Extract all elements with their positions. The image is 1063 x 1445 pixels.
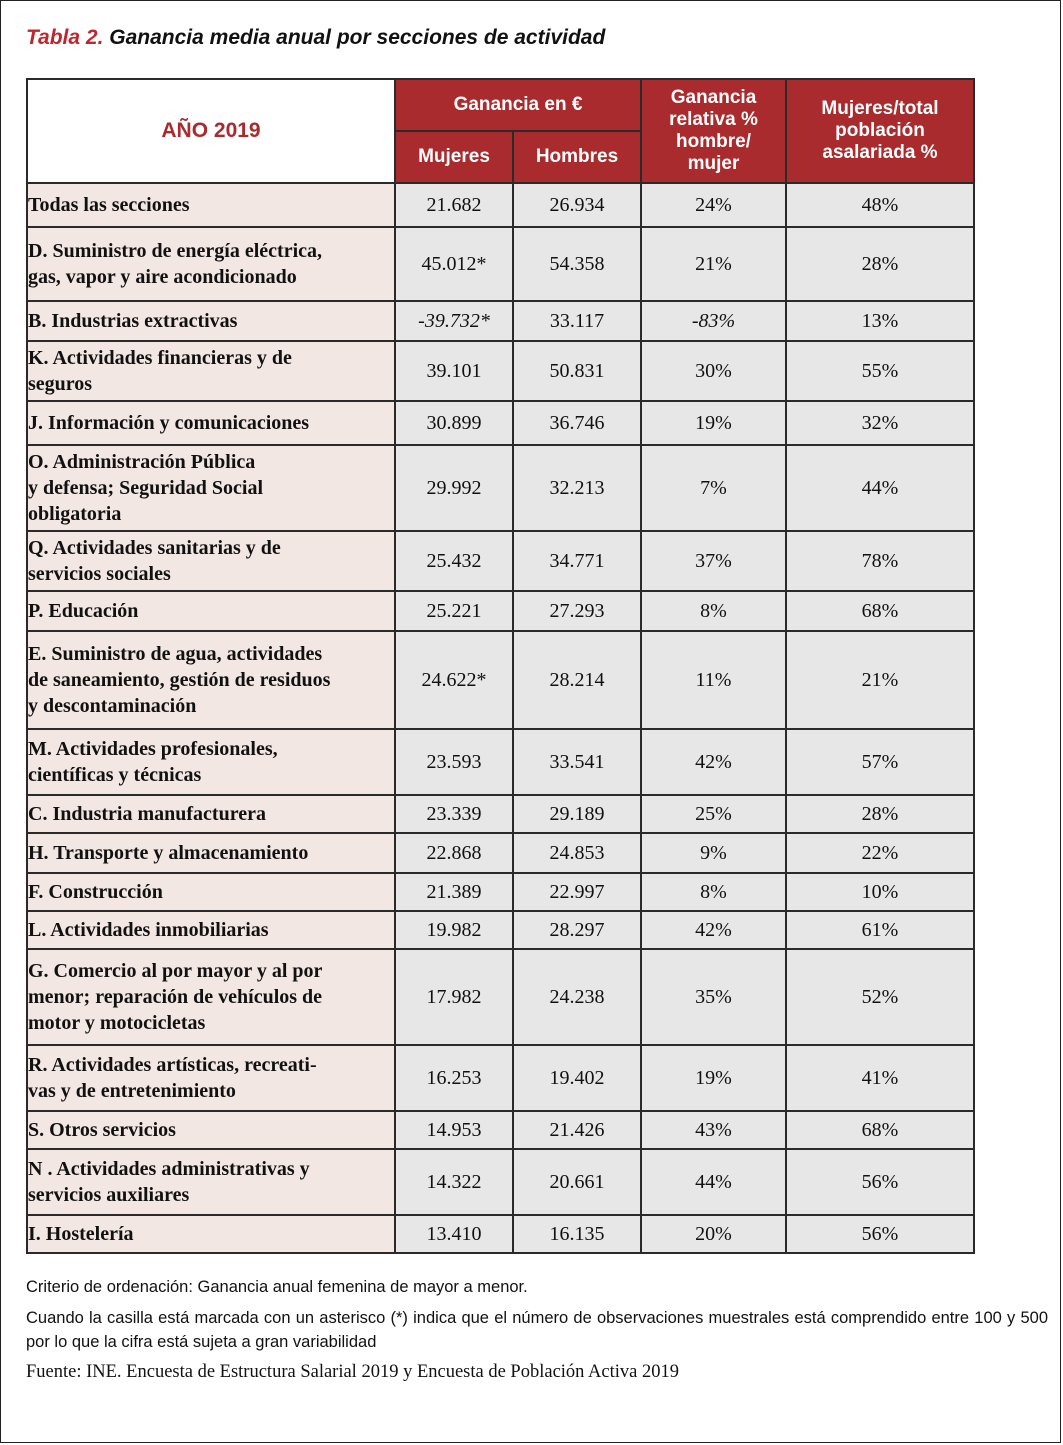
ratio-value: 68% (786, 1111, 974, 1149)
section-name (27, 227, 395, 301)
section-name-line: E. Suministro de agua, actividades (28, 643, 323, 665)
ganancia-header: Ganancia en € (395, 79, 641, 131)
mujeres-value: 25.432 (395, 531, 513, 591)
table-row (27, 1215, 974, 1253)
section-name-line: Q. Actividades sanitarias y de (28, 537, 281, 559)
relativa-value: 42% (641, 911, 786, 949)
table-row (27, 301, 974, 341)
section-name-line: B. Industrias extractivas (28, 310, 238, 332)
table-row (27, 1045, 974, 1111)
ratio-value: 61% (786, 911, 974, 949)
section-name (27, 1149, 395, 1215)
table-row (27, 531, 974, 591)
relativa-line: relativa % (669, 109, 758, 130)
hombres-value: 24.853 (513, 833, 641, 873)
section-name-line: C. Industria manufacturera (28, 803, 266, 825)
hombres-value: 28.297 (513, 911, 641, 949)
mujeres-value: 21.389 (395, 873, 513, 911)
section-name (27, 445, 395, 531)
hombres-value: 24.238 (513, 949, 641, 1045)
section-name (27, 183, 395, 227)
section-name-line: G. Comercio al por mayor y al por (28, 960, 323, 982)
section-name-line: motor y motocicletas (28, 1012, 206, 1034)
note-asterisco: Cuando la casilla está marcada con un asterisco (*) indica que el número de observaciones muestrales está comprendido entre 100 y 500 por lo que la cifra está sujeta a gran variabilidad (26, 1309, 1048, 1351)
relativa-line: hombre/ (676, 131, 751, 152)
section-name-line: S. Otros servicios (28, 1119, 176, 1141)
table-row (27, 227, 974, 301)
caption-label: Tabla 2. (26, 26, 104, 49)
ratio-value: 13% (786, 301, 974, 341)
mujeres-value: 45.012* (395, 227, 513, 301)
mujeres-value: 30.899 (395, 401, 513, 445)
section-name-line: I. Hostelería (28, 1223, 134, 1245)
data-table (26, 78, 975, 1254)
section-name-line: P. Educación (28, 600, 139, 622)
section-name (27, 873, 395, 911)
relativa-value: 42% (641, 729, 786, 795)
relativa-value: -83% (641, 301, 786, 341)
table-row (27, 873, 974, 911)
relativa-value: 19% (641, 1045, 786, 1111)
caption-text: Ganancia media anual por secciones de actividad (109, 26, 606, 49)
hombres-value: 22.997 (513, 873, 641, 911)
table-caption (26, 26, 605, 50)
section-name-line: y descontaminación (28, 695, 197, 717)
table-row (27, 631, 974, 729)
mujeres-header: Mujeres (395, 131, 513, 183)
table-row (27, 911, 974, 949)
hombres-value: 20.661 (513, 1149, 641, 1215)
table-row (27, 833, 974, 873)
ratio-value: 28% (786, 227, 974, 301)
mujeres-value: 23.339 (395, 795, 513, 833)
section-name-line: L. Actividades inmobiliarias (28, 919, 269, 941)
mujeres-value: -39.732* (395, 301, 513, 341)
hombres-value: 21.426 (513, 1111, 641, 1149)
mujeres-value: 14.953 (395, 1111, 513, 1149)
ratio-value: 44% (786, 445, 974, 531)
section-name (27, 949, 395, 1045)
hombres-value: 19.402 (513, 1045, 641, 1111)
source-note: Fuente: INE. Encuesta de Estructura Salarial 2019 y Encuesta de Población Activa 2019 (26, 1362, 679, 1382)
table-row (27, 729, 974, 795)
section-name-line: Todas las secciones (28, 194, 190, 216)
table-row (27, 341, 974, 401)
relativa-value: 8% (641, 873, 786, 911)
ratio-value: 78% (786, 531, 974, 591)
section-name-line: seguros (28, 373, 93, 395)
hombres-value: 29.189 (513, 795, 641, 833)
hombres-value: 28.214 (513, 631, 641, 729)
relativa-value: 35% (641, 949, 786, 1045)
ratio-value: 52% (786, 949, 974, 1045)
mujeres-value: 39.101 (395, 341, 513, 401)
section-name (27, 401, 395, 445)
relativa-header (641, 79, 786, 183)
ratio-value: 28% (786, 795, 974, 833)
hombres-value: 33.117 (513, 301, 641, 341)
mujeres-value: 13.410 (395, 1215, 513, 1253)
table-row (27, 401, 974, 445)
section-name-line: vas y de entretenimiento (28, 1080, 236, 1102)
section-name-line: servicios sociales (28, 563, 171, 585)
relativa-value: 25% (641, 795, 786, 833)
section-name (27, 1215, 395, 1253)
hombres-value: 16.135 (513, 1215, 641, 1253)
section-name (27, 729, 395, 795)
table-row (27, 591, 974, 631)
section-name-line: obligatoria (28, 503, 122, 525)
section-name-line: menor; reparación de vehículos de (28, 986, 323, 1008)
mujeres-value: 21.682 (395, 183, 513, 227)
section-name (27, 301, 395, 341)
section-name (27, 911, 395, 949)
section-name (27, 1111, 395, 1149)
mujeres-value: 22.868 (395, 833, 513, 873)
section-name-line: H. Transporte y almacenamiento (28, 842, 309, 864)
mujeres-value: 25.221 (395, 591, 513, 631)
table-row (27, 1149, 974, 1215)
ratio-line: asalariada % (822, 142, 938, 163)
section-name-line: de saneamiento, gestión de residuos (28, 669, 331, 691)
mujeres-value: 14.322 (395, 1149, 513, 1215)
ratio-value: 48% (786, 183, 974, 227)
ratio-value: 32% (786, 401, 974, 445)
section-name-line: F. Construcción (28, 881, 163, 903)
section-name-line: K. Actividades financieras y de (28, 347, 292, 369)
relativa-line: mujer (687, 153, 740, 174)
table-body (27, 183, 974, 1253)
section-name-line: J. Información y comunicaciones (28, 412, 310, 434)
relativa-value: 8% (641, 591, 786, 631)
note-criterio: Criterio de ordenación: Ganancia anual femenina de mayor a menor. (26, 1278, 528, 1296)
section-name (27, 531, 395, 591)
relativa-value: 21% (641, 227, 786, 301)
relativa-value: 37% (641, 531, 786, 591)
ratio-value: 68% (786, 591, 974, 631)
ratio-value: 56% (786, 1149, 974, 1215)
hombres-value: 26.934 (513, 183, 641, 227)
hombres-value: 33.541 (513, 729, 641, 795)
relativa-value: 19% (641, 401, 786, 445)
ratio-value: 56% (786, 1215, 974, 1253)
relativa-value: 24% (641, 183, 786, 227)
section-name (27, 591, 395, 631)
relativa-value: 9% (641, 833, 786, 873)
hombres-header: Hombres (513, 131, 641, 183)
section-name-line: O. Administración Pública (28, 451, 256, 473)
ratio-value: 10% (786, 873, 974, 911)
section-name-line: D. Suministro de energía eléctrica, (28, 240, 323, 262)
relativa-value: 20% (641, 1215, 786, 1253)
relativa-value: 43% (641, 1111, 786, 1149)
section-name (27, 833, 395, 873)
relativa-value: 11% (641, 631, 786, 729)
relativa-line: Ganancia (670, 87, 757, 108)
mujeres-value: 23.593 (395, 729, 513, 795)
ratio-value: 21% (786, 631, 974, 729)
section-name-line: M. Actividades profesionales, (28, 738, 278, 760)
section-name-line: gas, vapor y aire acondicionado (28, 266, 297, 288)
section-name-line: servicios auxiliares (28, 1184, 190, 1206)
section-name (27, 631, 395, 729)
hombres-value: 34.771 (513, 531, 641, 591)
relativa-value: 44% (641, 1149, 786, 1215)
section-name (27, 1045, 395, 1111)
year-header: AÑO 2019 (27, 79, 395, 183)
section-name (27, 341, 395, 401)
section-name (27, 795, 395, 833)
ratio-value: 41% (786, 1045, 974, 1111)
relativa-value: 7% (641, 445, 786, 531)
mujeres-value: 17.982 (395, 949, 513, 1045)
section-name-line: científicas y técnicas (28, 764, 202, 786)
ratio-value: 55% (786, 341, 974, 401)
ratio-line: Mujeres/total (821, 98, 939, 119)
table-row (27, 445, 974, 531)
mujeres-value: 16.253 (395, 1045, 513, 1111)
relativa-value: 30% (641, 341, 786, 401)
section-name-line: y defensa; Seguridad Social (28, 477, 264, 499)
hombres-value: 32.213 (513, 445, 641, 531)
table-row (27, 183, 974, 227)
ratio-value: 22% (786, 833, 974, 873)
hombres-value: 36.746 (513, 401, 641, 445)
section-name-line: N . Actividades administrativas y (28, 1158, 310, 1180)
ratio-value: 57% (786, 729, 974, 795)
table-row (27, 1111, 974, 1149)
hombres-value: 50.831 (513, 341, 641, 401)
ratio-header (786, 79, 974, 183)
table-row (27, 949, 974, 1045)
hombres-value: 54.358 (513, 227, 641, 301)
mujeres-value: 29.992 (395, 445, 513, 531)
ratio-line: población (835, 120, 925, 141)
mujeres-value: 19.982 (395, 911, 513, 949)
mujeres-value: 24.622* (395, 631, 513, 729)
hombres-value: 27.293 (513, 591, 641, 631)
section-name-line: R. Actividades artísticas, recreati- (28, 1054, 317, 1076)
table-row (27, 795, 974, 833)
